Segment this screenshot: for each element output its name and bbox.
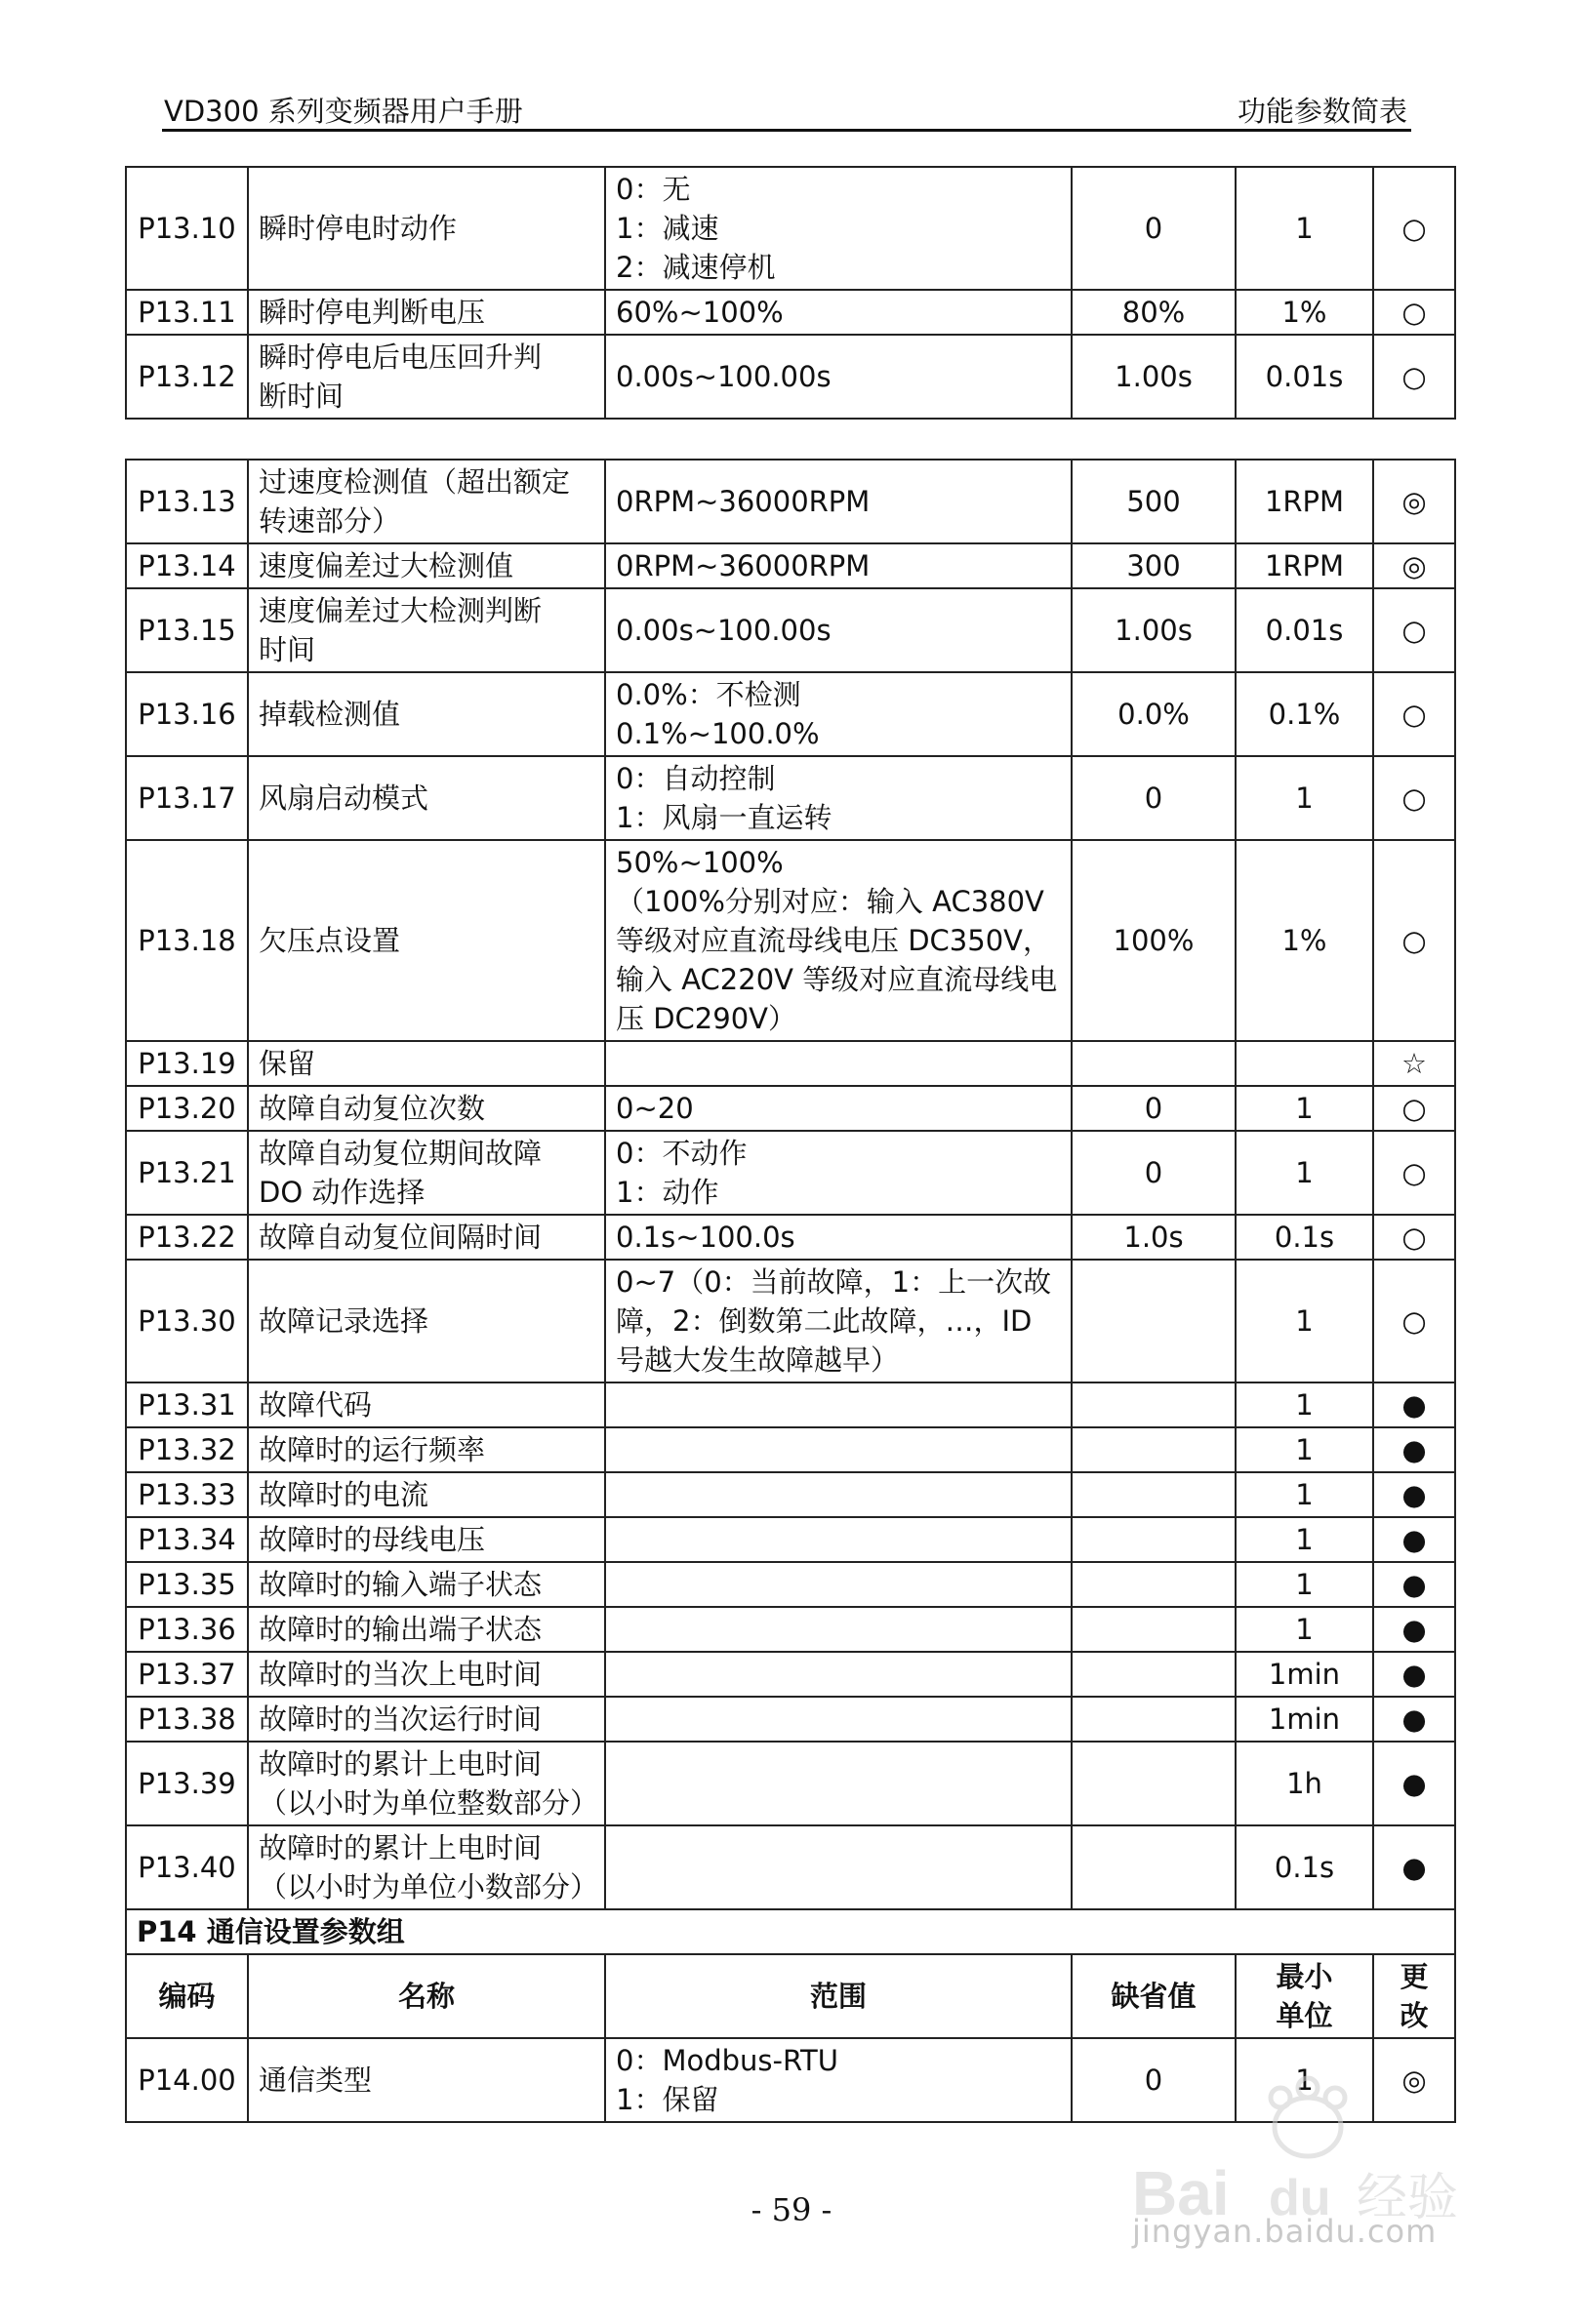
param-code: P13.38 [126,1697,248,1742]
param-range-line: 0.0%：不检测 [616,678,801,711]
col-name-header: 名称 [248,1954,605,2038]
param-name [248,543,605,588]
param-range [605,672,1072,756]
param-name [248,1260,605,1382]
param-row-p13-10 [126,167,1455,290]
param-default [1072,1427,1236,1472]
param-range-line: 0~20 [616,1092,694,1125]
param-code: P13.30 [126,1260,248,1382]
param-default [1072,1562,1236,1607]
param-default [1072,1607,1236,1652]
param-change-symbol: ○ [1373,588,1455,672]
param-default [1072,1517,1236,1562]
param-range [605,1825,1072,1909]
svg-text:du: du [1269,2170,1331,2226]
param-default: 80% [1072,290,1236,335]
param-range-line: 0.00s~100.00s [616,360,832,393]
param-range [605,1131,1072,1215]
param-name [248,1427,605,1472]
param-change-symbol: ○ [1373,672,1455,756]
param-table-1 [125,166,1456,420]
col-change-header-line: 更 [1400,1960,1429,1993]
param-min-unit: 1 [1236,1517,1373,1562]
param-min-unit: 0.1% [1236,672,1373,756]
param-code: P13.14 [126,543,248,588]
param-default [1072,1260,1236,1382]
param-code: P13.34 [126,1517,248,1562]
param-range [605,1472,1072,1517]
param-min-unit: 1 [1236,1427,1373,1472]
param-row-p13-22 [126,1215,1455,1260]
param-name-line: 过速度检测值（超出额定 [259,465,571,499]
param-default: 0 [1072,2038,1236,2122]
param-range-line: 0：不动作 [616,1137,748,1170]
svg-text:Bai: Bai [1132,2158,1230,2228]
param-name [248,2038,605,2122]
param-name-line: 故障自动复位次数 [259,1092,486,1125]
param-code: P13.37 [126,1652,248,1697]
param-name [248,1215,605,1260]
param-name [248,290,605,335]
param-code: P13.10 [126,167,248,290]
param-range-line: 等级对应直流母线电压 DC350V， [616,924,1051,957]
param-range-line: 0：自动控制 [616,762,776,795]
param-range [605,1041,1072,1086]
param-default: 0 [1072,1131,1236,1215]
param-default [1072,1652,1236,1697]
param-range-line: 1：动作 [616,1176,719,1209]
param-change-symbol: ○ [1373,335,1455,419]
param-min-unit: 1% [1236,840,1373,1041]
param-row-p13-37 [126,1652,1455,1697]
param-range-line: 0RPM~36000RPM [616,485,871,518]
param-min-unit: 1 [1236,1260,1373,1382]
param-name-line: 故障时的当次运行时间 [259,1703,543,1736]
param-name-line: 故障记录选择 [259,1304,429,1338]
param-range [605,1215,1072,1260]
group-row-p14 [126,1909,1455,1954]
group-title: P14 通信设置参数组 [126,1909,1455,1954]
column-header-row [126,1954,1455,2038]
param-default: 1.00s [1072,588,1236,672]
param-default: 0 [1072,167,1236,290]
param-row-p13-19 [126,1041,1455,1086]
param-min-unit: 1 [1236,756,1373,840]
param-min-unit: 0.1s [1236,1825,1373,1909]
watermark-url: jingyan.baidu.com [1132,2213,1438,2250]
param-change-symbol: ○ [1373,756,1455,840]
param-name [248,1517,605,1562]
param-name [248,1086,605,1131]
param-name-line: 保留 [259,1047,316,1080]
header-manual-title: VD300 系列变频器用户手册 [164,95,523,128]
param-row-p13-34 [126,1517,1455,1562]
param-change-symbol: ● [1373,1382,1455,1427]
param-min-unit: 0.01s [1236,335,1373,419]
param-code: P13.33 [126,1472,248,1517]
param-default: 1.0s [1072,1215,1236,1260]
param-min-unit: 1 [1236,1562,1373,1607]
param-change-symbol: ● [1373,1472,1455,1517]
param-name [248,756,605,840]
param-range [605,1382,1072,1427]
param-name [248,672,605,756]
param-range-line: 0：Modbus-RTU [616,2044,838,2077]
param-name [248,167,605,290]
param-code: P13.21 [126,1131,248,1215]
header-rule [162,129,1411,132]
param-name [248,1652,605,1697]
param-range [605,1652,1072,1697]
param-change-symbol: ● [1373,1607,1455,1652]
param-table-2 [125,459,1456,2123]
param-name [248,588,605,672]
param-range [605,460,1072,543]
param-change-symbol: ● [1373,1427,1455,1472]
param-default: 100% [1072,840,1236,1041]
param-change-symbol: ◎ [1373,2038,1455,2122]
param-name-line: 故障时的输入端子状态 [259,1568,543,1601]
param-row-p13-36 [126,1607,1455,1652]
param-range-line: 0.1%~100.0% [616,717,820,750]
param-row-p13-17 [126,756,1455,840]
param-name-line: 瞬时停电判断电压 [259,296,486,329]
param-change-symbol: ● [1373,1697,1455,1742]
param-name-line: （以小时为单位小数部分） [259,1870,599,1903]
param-range [605,543,1072,588]
param-row-p13-13 [126,460,1455,543]
param-default [1072,1472,1236,1517]
param-change-symbol: ● [1373,1562,1455,1607]
param-row-p13-20 [126,1086,1455,1131]
col-unit-header [1236,1954,1373,2038]
param-row-p13-39 [126,1742,1455,1825]
param-name-line: 掉载检测值 [259,698,401,731]
param-range [605,2038,1072,2122]
param-range [605,1517,1072,1562]
param-default: 1.00s [1072,335,1236,419]
param-name-line: 故障自动复位间隔时间 [259,1221,543,1254]
col-unit-header-line: 最小 [1276,1960,1333,1993]
param-row-p13-14 [126,543,1455,588]
param-range [605,1607,1072,1652]
param-name-line: 欠压点设置 [259,924,401,957]
param-name [248,1742,605,1825]
param-range-line: 0RPM~36000RPM [616,549,871,582]
param-range-line: 1：风扇一直运转 [616,801,832,834]
param-row-p13-15 [126,588,1455,672]
param-change-symbol: ○ [1373,1215,1455,1260]
param-min-unit: 0.01s [1236,588,1373,672]
param-min-unit [1236,1041,1373,1086]
param-range [605,756,1072,840]
param-code: P13.22 [126,1215,248,1260]
param-row-p13-12 [126,335,1455,419]
param-name-line: 断时间 [259,380,345,413]
param-change-symbol: ○ [1373,1086,1455,1131]
param-range-line: 1：保留 [616,2083,719,2116]
param-change-symbol: ☆ [1373,1041,1455,1086]
param-default [1072,1382,1236,1427]
param-default: 0 [1072,756,1236,840]
param-min-unit: 1RPM [1236,543,1373,588]
param-name [248,1131,605,1215]
param-name [248,460,605,543]
param-range-line: 1：减速 [616,212,719,245]
param-min-unit: 1 [1236,2038,1373,2122]
param-range-line: 0.1s~100.0s [616,1221,795,1254]
param-row-p13-33 [126,1472,1455,1517]
param-range-line: 50%~100% [616,846,784,879]
col-range-header: 范围 [605,1954,1072,2038]
param-name-line: （以小时为单位整数部分） [259,1786,599,1820]
param-row-p13-31 [126,1382,1455,1427]
param-min-unit: 1 [1236,1607,1373,1652]
param-name [248,335,605,419]
param-range-line: 压 DC290V） [616,1002,796,1035]
param-row-p13-38 [126,1697,1455,1742]
param-min-unit: 1 [1236,1472,1373,1517]
param-code: P13.18 [126,840,248,1041]
param-name [248,1825,605,1909]
param-change-symbol: ◎ [1373,543,1455,588]
param-name-line: 瞬时停电时动作 [259,212,458,245]
param-default: 0 [1072,1086,1236,1131]
param-range [605,840,1072,1041]
param-code: P13.35 [126,1562,248,1607]
param-name-line: 故障时的运行频率 [259,1433,486,1466]
param-range-line: 60%~100% [616,296,784,329]
param-name-line: 故障时的输出端子状态 [259,1613,543,1646]
param-default: 300 [1072,543,1236,588]
param-code: P13.19 [126,1041,248,1086]
param-min-unit: 1 [1236,1086,1373,1131]
param-row-p13-40 [126,1825,1455,1909]
param-range [605,1260,1072,1382]
param-range-line: 障，2：倒数第二此故障，…，ID [616,1304,1033,1338]
col-code-header: 编码 [126,1954,248,2038]
param-min-unit: 1min [1236,1652,1373,1697]
param-row-p13-18 [126,840,1455,1041]
param-name-line: 故障时的累计上电时间 [259,1831,543,1864]
param-change-symbol: ○ [1373,840,1455,1041]
param-code: P13.17 [126,756,248,840]
param-range-line: 0：无 [616,173,691,206]
param-range [605,335,1072,419]
param-range-line: 0~7（0：当前故障，1：上一次故 [616,1265,1052,1299]
param-name-line: DO 动作选择 [259,1176,426,1209]
param-range-line: 2：减速停机 [616,251,776,284]
param-min-unit: 1 [1236,167,1373,290]
param-range [605,588,1072,672]
param-name-line: 故障时的母线电压 [259,1523,486,1556]
param-code: P13.36 [126,1607,248,1652]
param-min-unit: 1RPM [1236,460,1373,543]
param-name-line: 故障自动复位期间故障 [259,1137,543,1170]
param-name-line: 通信类型 [259,2064,373,2097]
col-default-header: 缺省值 [1072,1954,1236,2038]
param-name-line: 转速部分） [259,504,401,538]
param-name-line: 风扇启动模式 [259,781,429,815]
param-range [605,1742,1072,1825]
param-name [248,1697,605,1742]
param-code: P13.15 [126,588,248,672]
param-change-symbol: ○ [1373,1260,1455,1382]
param-name-line: 故障时的电流 [259,1478,429,1511]
param-row-p13-16 [126,672,1455,756]
param-name-line: 速度偏差过大检测值 [259,549,514,582]
col-unit-header-line: 单位 [1276,1999,1333,2032]
param-name-line: 故障时的当次上电时间 [259,1658,543,1691]
param-range [605,290,1072,335]
param-min-unit: 1h [1236,1742,1373,1825]
param-name [248,1382,605,1427]
param-name [248,1562,605,1607]
param-name-line: 速度偏差过大检测判断 [259,594,543,627]
param-code: P13.12 [126,335,248,419]
svg-text:经验: 经验 [1357,2169,1459,2227]
page-number: - 59 - [751,2191,832,2228]
param-code: P13.13 [126,460,248,543]
param-range [605,1086,1072,1131]
param-range [605,1427,1072,1472]
param-default [1072,1825,1236,1909]
param-code: P13.39 [126,1742,248,1825]
param-default [1072,1041,1236,1086]
param-min-unit: 1 [1236,1131,1373,1215]
param-default [1072,1742,1236,1825]
param-code: P13.16 [126,672,248,756]
param-row-p13-32 [126,1427,1455,1472]
param-default [1072,1697,1236,1742]
param-name [248,1041,605,1086]
param-row-p13-11 [126,290,1455,335]
param-row-p13-30 [126,1260,1455,1382]
param-change-symbol: ○ [1373,290,1455,335]
param-code: P13.32 [126,1427,248,1472]
param-code: P13.11 [126,290,248,335]
param-min-unit: 1% [1236,290,1373,335]
param-name [248,1472,605,1517]
param-name [248,840,605,1041]
param-name-line: 时间 [259,633,316,666]
param-row-p13-21 [126,1131,1455,1215]
header-section-title: 功能参数简表 [1237,95,1407,128]
param-change-symbol: ○ [1373,1131,1455,1215]
param-code: P14.00 [126,2038,248,2122]
param-range-line: 号越大发生故障越早） [616,1343,900,1377]
param-change-symbol: ● [1373,1517,1455,1562]
param-change-symbol: ● [1373,1742,1455,1825]
param-change-symbol: ○ [1373,167,1455,290]
param-default: 500 [1072,460,1236,543]
col-change-header [1373,1954,1455,2038]
param-row-p13-35 [126,1562,1455,1607]
param-name-line: 故障时的累计上电时间 [259,1747,543,1781]
param-min-unit: 0.1s [1236,1215,1373,1260]
param-range-line: 输入 AC220V 等级对应直流母线电 [616,963,1058,996]
param-code: P13.40 [126,1825,248,1909]
param-range [605,167,1072,290]
param-range-line: 0.00s~100.00s [616,614,832,647]
param-code: P13.31 [126,1382,248,1427]
param-change-symbol: ● [1373,1825,1455,1909]
param-change-symbol: ● [1373,1652,1455,1697]
param-min-unit: 1 [1236,1382,1373,1427]
param-range [605,1697,1072,1742]
param-range-line: （100%分别对应：输入 AC380V [616,885,1044,918]
param-name [248,1607,605,1652]
param-code: P13.20 [126,1086,248,1131]
param-range [605,1562,1072,1607]
col-change-header-line: 改 [1400,1999,1429,2032]
param-default: 0.0% [1072,672,1236,756]
param-change-symbol: ◎ [1373,460,1455,543]
param-min-unit: 1min [1236,1697,1373,1742]
param-name-line: 故障代码 [259,1388,373,1422]
param-name-line: 瞬时停电后电压回升判 [259,341,543,374]
